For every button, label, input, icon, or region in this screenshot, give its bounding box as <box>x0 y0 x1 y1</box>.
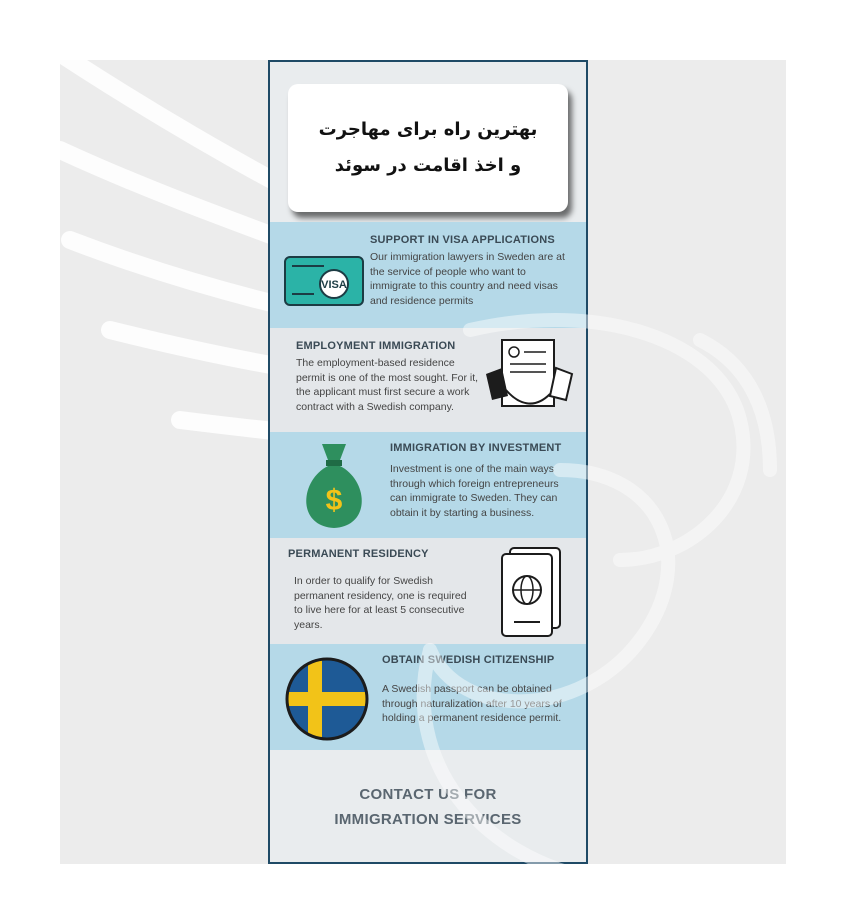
section-heading: IMMIGRATION BY INVESTMENT <box>390 442 562 454</box>
contact-cta[interactable] <box>270 752 586 862</box>
title-line-1: بهترین راه برای مهاجرت <box>318 119 538 140</box>
section-heading: SUPPORT IN VISA APPLICATIONS <box>370 234 555 246</box>
visa-card-icon <box>284 256 364 306</box>
contact-line-1: CONTACT US FOR <box>359 786 497 803</box>
section-visa <box>270 222 586 328</box>
section-text: Our immigration lawyers in Sweden are at the service of people who want to immigrate to this country and need visas and residence permits <box>370 251 565 307</box>
visa-stamp-label: VISA <box>321 279 347 291</box>
section-heading: OBTAIN SWEDISH CITIZENSHIP <box>382 654 555 666</box>
swedish-flag-icon <box>284 656 370 742</box>
section-investment <box>270 432 586 538</box>
section-permanent-residency <box>270 538 586 644</box>
title-card <box>288 84 568 212</box>
section-heading: EMPLOYMENT IMMIGRATION <box>296 340 456 352</box>
section-text: Investment is one of the main ways through which foreign entrepreneurs can immigrate to Sweden. They can obtain it by starting a business. <box>390 463 559 519</box>
section-text: The employment-based residence permit is one of the most sought. For it, the applicant must first secure a work contract with a Swedish company. <box>296 357 479 413</box>
section-employment <box>270 328 586 432</box>
section-text: In order to qualify for Swedish permanent residency, one is required to live here for at least 5 consecutive years. <box>294 575 467 631</box>
section-heading: PERMANENT RESIDENCY <box>288 548 429 560</box>
dollar-sign-label: $ <box>325 484 343 517</box>
section-citizenship <box>270 644 586 750</box>
infographic-panel <box>268 60 588 864</box>
handshake-contract-icon <box>484 338 574 424</box>
section-text: A Swedish passport can be obtained through naturalization after 10 years of holding a permanent residence permit. <box>382 683 562 724</box>
title-line-2: و اخذ اقامت در سوئد <box>334 155 522 176</box>
contact-line-2: IMMIGRATION SERVICES <box>334 811 522 828</box>
passport-icon <box>496 546 566 638</box>
money-bag-icon <box>296 440 372 532</box>
